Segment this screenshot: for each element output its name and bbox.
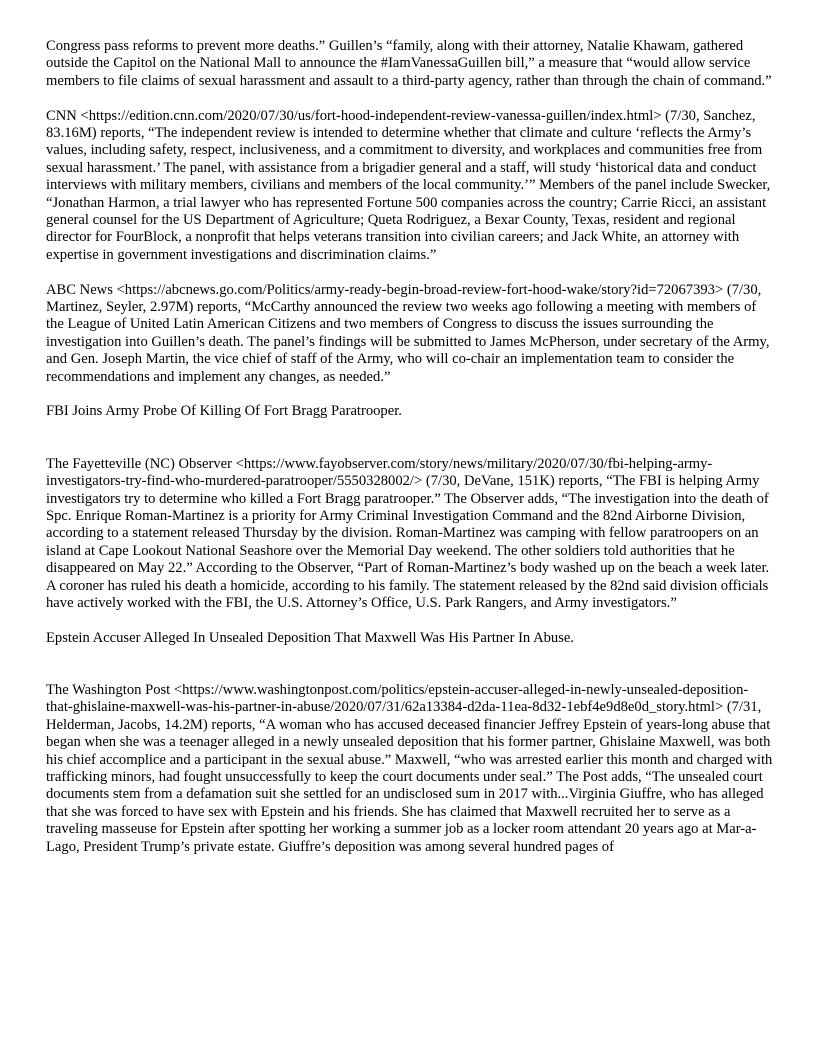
paragraph-cnn-report: CNN <https://edition.cnn.com/2020/07/30/us/fort-hood-independent-review-vanessa-guillen/index.html> (7/30, Sanchez, 83.16M) reports, “The independent review is intended to determine whether that climate and culture ‘reflects the Army’s values, including safety, respect, inclusiveness, and a commitment to diversity, and workplaces and communities free from sexual harassment.’ The panel, with assistance from a brigadier general and a staff, will study ‘historical data and conduct interviews with military members, civilians and members of the local community.’” Members of the panel include Swecker, “Jonathan Harmon, a trial lawyer who has represented Fortune 500 companies across the country; Carrie Ricci, an assistant general counsel for the US Department of Agriculture; Queta Rodriguez, a Bexar County, Texas, resident and regional director for FourBlock, a nonprofit that helps veterans transition into civilian careers; and Jack White, an attorney with expertise in government investigations and discrimination claims.”: [46, 107, 771, 263]
paragraph-family-bill: Congress pass reforms to prevent more deaths.” Guillen’s “family, along with their attorney, Natalie Khawam, gathered outside the Capitol on the National Mall to announce the #IamVanessaGuillen bill,” a measure that “would allow service members to file claims of sexual harassment and assault to a third-party agency, rather than through the chain of command.”: [46, 38, 772, 89]
paragraph-abc-report: ABC News <https://abcnews.go.com/Politics/army-ready-begin-broad-review-fort-hood-wake/story?id=72067393> (7/30, Martinez, Seyler, 2.97M) reports, “McCarthy announced the review two weeks ago following a meeting with members of the League of United Latin American Citizens and two members of Congress to discuss the issues surrounding the investigation into Guillen’s death. The panel’s findings will be submitted to James McPherson, under secretary of the Army, and Gen. Joseph Martin, the vice chief of staff of the Army, who will co-chair an implementation team to consider the recommendations and implement any changes, as needed.”: [46, 281, 770, 385]
paragraph-fayetteville-report: The Fayetteville (NC) Observer <https://www.fayobserver.com/story/news/military/2020/07/30/fbi-helping-army-investigators-try-find-who-murdered-paratrooper/5550328002/> (7/30, DeVane, 151K) reports, “The FBI is helping Army investigators try to determine who killed a Fort Bragg paratrooper.” The Observer adds, “The investigation into the death of Spc. Enrique Roman-Martinez is a priority for Army Criminal Investigation Command and the 82nd Airborne Division, according to a statement released Thursday by the division. Roman-Martinez was camping with fellow paratroopers on an island at Cape Lookout National Seashore over the Memorial Day weekend. The other soldiers told authorities that he disappeared on May 22.” According to the Observer, “Part of Roman-Martinez’s body washed up on the beach a week later. A coroner has ruled his death a homicide, according to his family. The statement released by the 82nd said division officials have actively worked with the FBI, the U.S. Attorney’s Office, U.S. Park Rangers, and Army investigators.”: [46, 455, 770, 611]
headline-epstein-deposition: Epstein Accuser Alleged In Unsealed Deposition That Maxwell Was His Partner In Abuse.: [46, 629, 575, 646]
paragraph-washington-post-report: The Washington Post <https://www.washingtonpost.com/politics/epstein-accuser-alleged-in-newly-unsealed-deposition-that-ghislaine-maxwell-was-his-partner-in-abuse/2020/07/31/62a13384-d2da-11ea-8d32-1ebf4e9d8e0d_story.html> (7/31, Helderman, Jacobs, 14.2M) reports, “A woman who has accused deceased financier Jeffrey Epstein of years-long abuse that began when she was a teenager alleged in a newly unsealed deposition that his former partner, Ghislaine Maxwell, was both his chief accomplice and a participant in the sexual abuse.” Maxwell, “who was arrested earlier this month and charged with trafficking minors, had fought unsuccessfully to keep the court documents under seal.” The Post adds, “The unsealed court documents stem from a defamation suit she settled for an undisclosed sum in 2017 with...Virginia Giuffre, who has alleged that she was forced to have sex with Epstein and his friends. She has claimed that Maxwell recruited her to serve as a traveling masseuse for Epstein after spotting her working a summer job as a locker room attendant 20 years ago at Mar-a-Lago, President Trump’s private estate. Giuffre’s deposition was among several hundred pages of: [46, 681, 773, 855]
document-page: [46, 38, 774, 873]
headline-fbi-fort-bragg: FBI Joins Army Probe Of Killing Of Fort Bragg Paratrooper.: [46, 403, 402, 420]
